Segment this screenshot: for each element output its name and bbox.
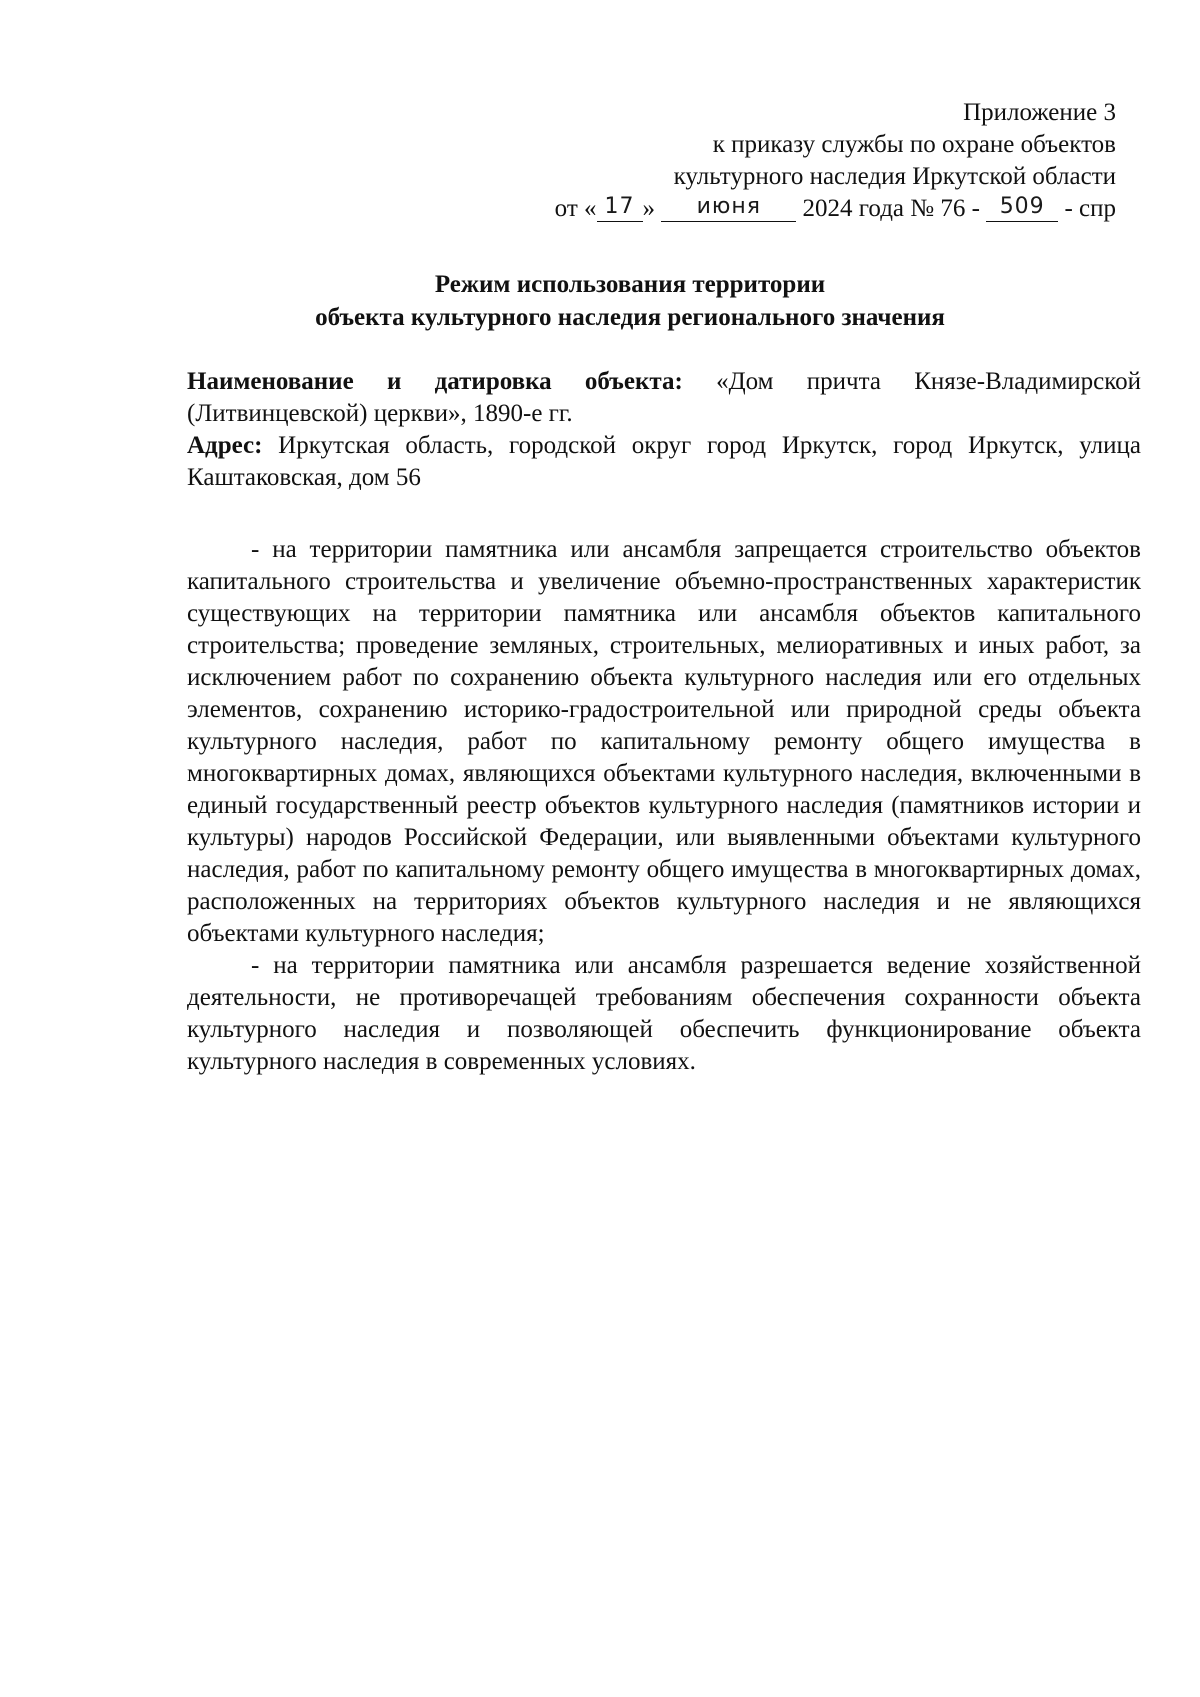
handwritten-order-number: 509 [986, 193, 1058, 226]
regime-text [187, 534, 1141, 1078]
object-name-label: Наименование и датировка объекта: [187, 368, 683, 395]
date-mid: » [642, 195, 656, 222]
object-address-row [187, 430, 1141, 494]
appendix-order-ref: к приказу службы по охране объектов [712, 131, 1116, 158]
regime-paragraph-prohibited: - на территории памятника или ансамбля запрещается строительство объектов капитального строительства и увеличение объемно-пространственных характеристик существующих на территории памятника или ансамбля объектов капитального строительства; проведение земляных, строительных, мелиоративных и иных работ, за исключением работ по сохранению объекта культурного наследия или его отдельных элементов, сохранению историко-градостроительной или природной среды объекта культурного наследия, работ по капитальному ремонту общего имущества в многоквартирных домах, являющихся объектами культурного наследия, включенными в единый государственный реестр объектов культурного наследия (памятников истории и культуры) народов Российской Федерации, или выявленными объектами культурного наследия, работ по капитальному ремонту общего имущества в многоквартирных домах, расположенных на территориях объектов культурного наследия и не являющихся объектами культурного наследия; [187, 536, 1141, 947]
object-name-row [187, 366, 1141, 430]
appendix-agency: культурного наследия Иркутской области [673, 163, 1116, 190]
title-line-2: объекта культурного наследия регионального значения [315, 304, 945, 331]
object-name-value: «Дом причта Князе-Владимирской (Литвинцевской) церкви», 1890-е гг. [187, 368, 1141, 427]
object-info [187, 366, 1141, 494]
date-year-text: 2024 года № 76 - [802, 195, 980, 222]
order-date-line [356, 193, 1116, 226]
object-address-value: Иркутская область, городской округ город Иркутск, город Иркутск, улица Каштаковская, дом 56 [187, 432, 1142, 491]
object-address-label: Адрес: [187, 432, 263, 459]
date-prefix: от « [554, 195, 597, 222]
document-title [190, 268, 1070, 334]
title-line-1: Режим использования территории [434, 271, 826, 298]
order-suffix: - спр [1064, 195, 1116, 222]
appendix-number: Приложение 3 [963, 99, 1116, 126]
regime-paragraph-allowed: - на территории памятника или ансамбля разрешается ведение хозяйственной деятельности, не противоречащей требованиям обеспечения сохранности объекта культурного наследия и позволяющей обеспечить функционирование объекта культурного наследия в современных условиях. [187, 952, 1141, 1075]
handwritten-day: 17 [597, 193, 643, 226]
handwritten-month: июня [661, 193, 796, 226]
appendix-header [356, 97, 1116, 226]
